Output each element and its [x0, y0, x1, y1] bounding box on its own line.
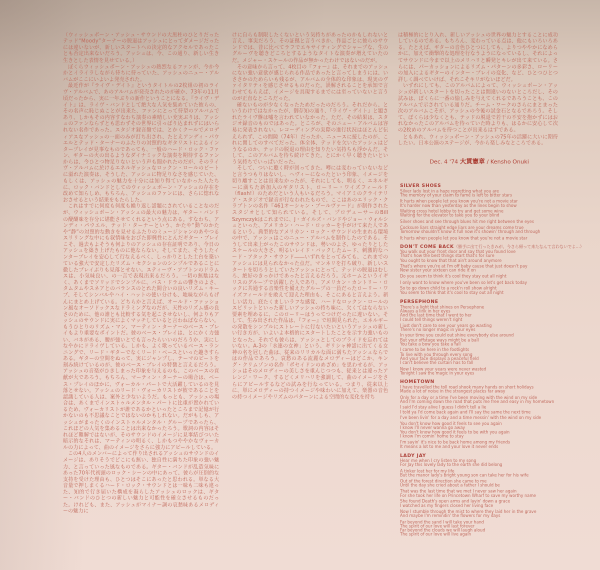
lyric-stanza [400, 459, 600, 467]
lyrics-section [400, 453, 600, 538]
credit-author-japanese: 大貫憲章 [459, 158, 485, 166]
lyric-line: In your time you could out shine everybody else around [400, 333, 514, 339]
lyric-line: It means a lot to me and your love it never ends [400, 444, 499, 450]
lyric-line: The memory of your claim to fame is left to bitter stars [400, 193, 513, 198]
lyric-line: Until the day she cried about a father I should be [400, 483, 500, 488]
lyric-line: Far beyond the clouds we will laugh aloud [400, 528, 486, 533]
lyric-stanza [400, 287, 600, 295]
essay-paragraph: ともあれ、ウィッシュボーン・アッシュの75年の活躍に大いに期待したい。日本公演のステージが、今から楽しみなところである。 [398, 133, 558, 146]
essay-column-3-text [398, 32, 558, 146]
lyrics-section [400, 183, 600, 240]
lyric-line: Waiting for the elevator to take you to your blind [400, 213, 500, 219]
lyric-stanza [400, 189, 600, 197]
lyric-line: Now I stumble through the mist to where they laid her in the grave [400, 509, 537, 515]
essay-paragraph: いずれにしても、このアルバムによって、ウィッシュボーン・アッシュが新しいスタートを切ったことは間違いのないところだし、その試みは、ぼくらに一番の愉しみを与えてくれるであろうことも、このアルバムで示されている通りだ。チーム・ワークのさらにまとまった次のアルバムこそが、アッシュの今後の試金石となるであろう。そして、ぼくらは少なくとも、テッドの脱退で若干の不安を抱かずにはおれなかったこのアルバムを待っていた時よりも、はるかに安心して次の2枚めのアルバムを待つことが出来るはずである。 [398, 82, 558, 133]
lyric-stanza [400, 500, 600, 508]
lyrics-section [400, 299, 600, 376]
lyric-stanza [400, 226, 600, 234]
lyric-line: And I'm coming down the road that puts me free and easy in my hometown [400, 399, 555, 404]
lyric-line: Cocksure liars straight edge liars are your dreams come true [400, 225, 524, 231]
lyric-stanza [400, 348, 600, 365]
lyric-stanza [400, 220, 600, 224]
lyric-line: The spirit of our love will live again [400, 532, 472, 538]
lyric-line: Waiting cross hotel lobby to try and get some wine [400, 209, 504, 214]
lyric-line: That's how the best things start that's for sure [400, 253, 495, 259]
lyric-stanza [400, 510, 600, 518]
lyric-stanza [400, 250, 600, 263]
essay-paragraph: （ウィッシュボーン・アッシュ・サウンドの大黒柱のひとりだったテッド“Moody”ターナーの脱退はアッシュにとってダメージだったには違いないが、新しいスタートへの決定的なアクセルであったことも否定出来ないだろう。アッシュは、今、この通り、新しい生き生きとした表情を見せている。） [63, 32, 219, 64]
lyric-stanza [400, 396, 600, 404]
lyric-stanza [400, 305, 600, 322]
lyric-line: I'm sayin' it's nice to be back home among my friends [400, 440, 511, 445]
song-title: DON'T COME BACK（勝手に出て行ったきみが、今さら帰って来たなんて言わないでよ…） [400, 243, 584, 250]
lyric-line: Out of the forest direction she came to me [400, 478, 487, 484]
lyric-stanza [400, 520, 600, 537]
lyric-line: Made a lot of noise in the strangest places far away [400, 389, 506, 394]
lyric-line: To live with you through every song [400, 352, 473, 357]
lyric-line: And maybe I'm remindin' the flowers for my days [400, 513, 501, 519]
lyric-stanza [400, 265, 600, 273]
lyric-line: And your face displays a peaceful field [400, 356, 479, 362]
lyric-line: I have travelled the toll road shook many hands on short holidays [400, 384, 534, 390]
lyric-line: But the manor lady's bright young son can take her for his wife [400, 472, 529, 478]
lyric-line: Now sister your sixteen can ride it on [400, 268, 476, 273]
lyric-line: I just don't care to see your years go wasting [400, 323, 492, 328]
lyric-line: You ought to know that that ain't around anymore [400, 258, 502, 263]
lyric-line: I watched as my fingers closed her living face [400, 503, 494, 509]
lyric-line: I know I'll never wanna go away [400, 425, 466, 431]
lyric-stanza [400, 385, 600, 393]
song-title: PERSEPHONE [400, 298, 439, 305]
lyric-line: I said I'd stay alive I guess I didn't tell a lie [400, 405, 487, 410]
author-credit [398, 158, 560, 172]
lyric-stanza [400, 479, 600, 487]
lyric-line: Always a link in her eyes [400, 308, 451, 314]
essay-paragraph: 確ないものが少なくなったためだったのだろう。それだから、というわけではなかったが、御存知の通り、『ライヴ・デイト』と題されたライヴ盤は嘘を言われていなかった。ただ、その結果は、スタジオ録音のものではあった。ところが、そのニュー・アルバムは容易に発表されない。レコーディングの実際の進行状況はほとんど伝えられず、この間隙（74年）だったか、ニュースに接したのが、これに関してのすべてだった。体全体、テッドを欠いたアッシュはどうなるのか、テッドの脱退の理由を知りたい気持ちも浮かんだ。そして、このアルバムを待ち続けてきた。とにかく早く聴きたいという気持ちでいっぱいだった。 [232, 101, 388, 165]
lyric-stanza [400, 367, 600, 375]
song-title: LADY JAY [400, 452, 427, 458]
lyric-stanza [400, 422, 600, 439]
essay-paragraph: この4人のメンバーによって作り出されるアッシュのサウンドのイメージは、ありそうでどこにも無い、独自性に満ちた印象の強い魅力、と言っていった風なものである。ギター・バンドが乱造気味にあった70年代初頭のロック・シーンの中にあって、彼らが圧倒的な支持を受けた理由も、ひとつはそこにあったと思われる。単なる大音量で押しまくるハード・ロック・サウンドとは一味も二味も違った、知的で行き届いた構成を凝らしたアッシュのロックは、ギター・バンドのひとつの新しい魅力と可能性を確立させるものだった。けれども、また、アッシュがマイナー調の哀愁味あるメロディーの魅力に [63, 450, 219, 514]
essay-paragraph: そして、ついに聴く時が回ってきた。噂には変わっていないなどと言うつもりはないし、ヘヴィーになったという印象、イメージを切り離すことは出来なかったが、それにしても、明るく、エネルギーに満ちた新加入のギタリスト、ローリー・ワイズフィールド（flash!）のためだという人もいるだろう。マイアミのクライテリア・スタジオで録音が行なわれたもので、ここはあのエリック・クラプトンの名作『461オーシャン・ブールヴァード』が制作されたスタジオとして知られている。そして、プロデューサーのBill Szymczykはこれまでに、J・ガイルズ・バンドやジョー・ウォルシュといった、アメリカン・ハード・ロッカーを手がけて来た人であるという。典型的なアメリカン・ロック・サウンドの生まれる環境の中で、アッシュはこのニュー・アルバムを制作したのである。そうして出来上がったこのサウンドは、勢いのよさ、ゆったりとしたスケールの大きさ、明るいレイド・バックしたムード、刺激的なハード・アタック・サウンド――いずれをとってみても、これまでのアッシュには見られなかった点だ。マンネリを打ち破り、新しいスタートを切ろうとしていたアッシュにとって、テッドの脱退はむしろ、絶好のきっかけであったと言えるだろう。元ホームというイギリスのグループで活躍した人であり、アメリカン・カントリー・ロックに共通する音楽性を備えたグループの一員だったローリー・ワイズフィールドを敢えて迎えた理由も、そこにあると言えよう。新しい活力、底たくましいラフな感覚、ハードなロックン・ロールのスピリットといった新しいアッシュの持ち味に、欠くてはならない要素を埋めるに、このローリーはうってつけだったに違いない。そして、生み出された作品は、『フォー』で垣間見られた、エネルギーの発散をシンプルにストレートに行ないたいというアッシュの新しい行き方が、いよいよ本格的にスタートしたことを示す力強いものとなった。それでも彼らは、アッシュとしてのプライドを忘れてはいない。A-3の「水連の女神」という、ギリシャ神話に出てくる女神の名を冠した曲は、従来のリリカルな面に満ちたアッシュならではの作品であろう。哀愁のある流麗なメロディーはどこか、キング・クリムゾンの名作「ポセイドンのめざめ」を思わせるが、アッシュはそのメロディーの美しさを重んじつつも、従来とは違ったアレンジ・ワーク、するどくメリハリを強調して、曲のイメージをさらにアピールするなどの試みを行なっている。つまり、従来以上に、単にメロディーの持つイメージや味わいに加えて、楽器の音色の持つイメージやリズムのパターンによる空間的な変化を持ち [232, 165, 388, 400]
essay-paragraph: これはすでに何度も何度も繰り返し話題にされていることなのだが、ウィッシュボーン・アッシュの最大の魅力は、ギター・バンドの醍醐味を存分に堪能させてくれるという点にある。すなわち、アンディ・パウエル、テッド・ターナーという、かたや“動”のかたや“静”の対照的な動きを見せるふたりのミュージシャンのあやつるスリリングな中にも叙情味をおびた即興性にとんだギター・プレイこそ、過去もよそうも何よりのアッシュの存在証明であり、今日のアッシュを築き上げたものに他ならない。そしてまた、そうしたインタープレイを安心して行なえるべく、しっかりとした土台を築いている強大で安定したリズム・セクションのシンプルであることに徹したプレイぶりも見落とせない。スティーヴ・アプトンのドラムスは、小気味良い、の一言で表現出来るだろう。一切の無駄はなく、あくまでソリッドでシンプルに、バス・ドラムの響きのよさ、タムタムやスネアとのバランスのとれた間合いの良いリズム・キープ、そしてシンバルやハイ・ハットの使い分けも、地味ながらもげんにまとめ上げている。どちらかと言えば、オールド・ファッション風なオーソドックスなドラミングなのだが、天性のリズム感の良さのために、他の誰とも比較する気を起こさせないし、何よりもアッシュのサウンドに実によくマッチしていると言わねばならない。もうひとりのリズム・マン、マーティン・ターナーのベース・プレイもより重要なポイントだ。彼のベース・プレイは、とにかく力強い、バネがある、腰が強いとでも言ったらいいのだろうか、実にしなやかにドライヴしている。しかも、よく歌っているベース・ランニングで、リード・ギターでなくリード・ベースといった趣きすらある。ギターの空間をぬって、実にジャンプし、テーマのビートを刻み続けているのが、彼のベース・プレイの特徴と言えるだろう。アッシュの音楽がひきしまった印象を与えるのも、このベースの貢献が大であろう。もちろん、マーティン・ターナーの場合は、ベース・プレイのほかに、ヴォーカル・パートで大活躍しているのを見落とせない。アッシュのリード・ヴォーカリストが彼であることを認識している人は、案外と少ないようだ。もっとも、アッシュの場合は、あくまでインストゥルメンタル・パートに比重が置かれているため、ヴォーカリストが誰であるかといったところまで記憶が行かないのも不思議なことではないのかもしれない。だがもしも、アッシュがまったくのインストゥルメンタル・グループであったら、これほどの人気を集めることは出来なかったろう。歌詞の内容はそれほど難解ではないが、そのサウンドのイメージに見事結びついた暗示的なそれは、マーティンの明るく、しかもつややかなヴォーカルの力によって、曲のイメージをさらに強力にアピールしている。 [63, 203, 219, 451]
lyric-line: It's harder now than yesterday as the lines begin to show [400, 203, 517, 208]
lyric-line: That's where you're at I'm off baby cause that just doesn't pay [400, 264, 528, 269]
essay-paragraph: ぼくらウィッシュボーン・アッシュの熱烈なるファンが、今か今かとイライラしながら待ちに待っていた、アッシュのニュー・アルバムがここにいよいよ発売された。 [63, 63, 219, 83]
credit-author-romanized: / Kensho Onuki [486, 159, 529, 166]
lyric-line: It hurts when people let you know that you're not a movie star [400, 235, 528, 241]
lyric-stanza [400, 416, 600, 420]
lyric-line: Silver lady lost in a haze regretting what you are [400, 188, 500, 194]
lyric-stanza [400, 406, 600, 414]
lyric-line: Silver shoes and see through blues hit me right between the eyes [400, 219, 534, 225]
lyric-line: That was the last time that we met I never saw her again [400, 489, 517, 494]
lyric-line: Only for a day or a time I've been moving with the wind on my side [400, 395, 538, 400]
lyric-stanza [400, 334, 600, 347]
lyric-line: A tinker lost her for my life [400, 468, 455, 474]
essay-column-2-text [232, 32, 388, 400]
lyric-stanza [400, 469, 600, 477]
song-title: HOMETOWN [400, 379, 435, 385]
essay-column-1 [63, 32, 219, 562]
essay-paragraph: 最近作が『ライヴ・デイト』というタイトルの2枚組の初のライヴ・アルバムで、あのアルバムが発売されたのが確か、73年の11月頃だったから、実に一年ぶりの新作ということになる。『ライヴ・デイト』は、ライヴ・バンドとして絶大な人気を集めていた彼らの、その名声に恥じぬことが出来た、ファンにとって待望のアルバムであり、しかもその内容すなわち演奏の素晴しい充実ぶりは、アッシュのファンならずとも思わずその世界に引っぱり込まれずにはいられない名作であった。スタジオ録音盤では、とかくクールでメロディアスなアッシュの一面のみが打ち出され、たとえアンディ・パウエルとテッド・ターナーのふたりの対照的なギタリストによるインタープレイが見事なものであっても、一般のハード・ロック・ファン、ギターの火の出るようなダイナミックな演奏を期待するファンからは、今ひとつ物足りないという声も聞かれたのだが、そのライヴ・アルバムに於けるエネルギッシュなロックン・ロールのビートに溢れた演奏は、そうした、アッシュに物足りなさを感じていた、もしくは、アッシュの魅力を十分には知り得ていなかった人たちに、ロック・バンドとしてのウィッシュボーン・アッシュの存在を改めて知らしめ、もちろん、アッシュのファンには、さらに惚れなおさせるという結果をもたらした。 [63, 82, 219, 203]
lyrics-section [400, 379, 600, 449]
lyric-stanza [400, 490, 600, 498]
lyric-line: I've been livin' for a day and a time messin' with the wind on my side [400, 415, 542, 421]
lyric-line: Tonight I saw the magic in your eyes [400, 370, 475, 376]
lyric-line: I can't believe the curtain has to fall [400, 360, 474, 366]
essay-paragraph: は積極的にとり入れ、新しいアッシュの世界の魅力とすることに成功しているのである。もちろん、変わっている点は、他にもいろいろある。たとえば、ギターの音色ひとつにしても、よりつややかになめらかに、加えて衝撃的な処理を行なうようになっているし、それによってサウンドに今まで以上のメリハリと瞬発とキレが出て来ている。さらには、パーカッションによるリズム・パターンの多彩さ、ローリーの加入によるギターのインター・プレイの変化、など、ひとつひとつ詳しく調べていけば、それこそキリがないほどだ。 [398, 32, 558, 83]
lyric-line: I came to be here in the footlights [400, 347, 470, 353]
lyric-stanza [400, 441, 600, 449]
lyric-line: Now I know your years were never wasted [400, 366, 487, 372]
lyric-line: You seem to think that it's cool to stay out all night [400, 290, 504, 296]
essay-column-2 [232, 32, 388, 562]
lyric-line: Far beyond the sand I will take your hand [400, 519, 485, 525]
lyric-line: It hurts when people let you know you're not a movie star [400, 199, 518, 204]
lyric-line: Tomorrow shouldn't know it full now it's showin' through and through [400, 229, 541, 235]
lyric-line: You take a bow you take a fall [400, 341, 461, 347]
lyric-line: For Jay this lovely lady to the earth she did belong [400, 462, 503, 468]
lyrics-text [400, 183, 600, 537]
lyric-line: I told ya I'd come back again and I'll say the same the next time [400, 409, 531, 415]
lyric-line: You walk out your front door and say that you found love [400, 249, 516, 255]
lyric-line: I could tell things weren't right [400, 317, 463, 322]
lyric-stanza [400, 275, 600, 279]
lyric-line: She found Death's open arms and layin' down a grace [400, 499, 511, 504]
song-title: SILVER SHOES [400, 183, 442, 189]
credit-date: Dec. 4 '74 [429, 159, 459, 166]
lyric-stanza [400, 200, 600, 208]
lyric-line: Hear me when I cry listen to my song [400, 458, 477, 464]
lyric-line: But your offstage ways might be a ball [400, 337, 479, 343]
essay-paragraph: けに自らも制限したくないという気持ちがあったのかもしれないと言え、事実だろう、その証拠と言うべきか、作品ごとに彼らのサウンドでは、昔に比べてラフでエキサイティングでシャープな、生のグルーヴを聴きどころとするようなタイトな演奏が増えていたのだ。メジャー・スケールの作品が無かったわけではないのだが。 [232, 32, 388, 64]
essay-column-3 [398, 32, 558, 162]
lyric-stanza [400, 210, 600, 218]
lyric-stanza [400, 324, 600, 332]
lyric-line: The spirit of our love will last forever [400, 523, 475, 529]
song-title-annotation: （勝手に出て行ったきみが、今さら帰って来たなんて言わないでよ…） [453, 244, 584, 250]
lyric-stanza [400, 281, 600, 285]
lyric-line: There's no longer magic in your eyes [400, 327, 476, 333]
lyric-line: There's a light that shines on Persephone [400, 304, 485, 310]
lyric-line: For she took her life on Princetown Wharf to save my worthy name [400, 493, 537, 498]
lyrics-panel [400, 183, 600, 565]
essay-column-1-text [63, 32, 219, 514]
lyric-line: I only want to know where you've been so let's get back today [400, 280, 528, 285]
essay-paragraph: その意味から言って、4枚目の『フォー』は、それまでのアッシュにない強い意欲が感じられる作品であったと言ってしまうには、いささかのためらいも残るが、アルバムの全体的な印象は、現実のヴァイタリティを感じさせるものだった。誤解されることを承知で言わせてもらえば、イメージを具現するまでには至っていないと言うのが正直なところだった。 [232, 63, 388, 102]
lyric-line: And the last time that I went to her [400, 313, 472, 318]
lyric-line: You don't know how good it feels to be with you again [400, 429, 510, 435]
lyric-line: I know I'm comin' home to stay [400, 434, 464, 439]
lyric-line: Do you seem to think it's cool they stay out all night [400, 274, 507, 279]
lyrics-section [400, 244, 600, 295]
lyric-stanza [400, 236, 600, 240]
lyric-line: So to go down child to a rock'n roll show alright [400, 286, 497, 291]
lyric-line: You don't know how good it feels to see you again [400, 421, 502, 427]
